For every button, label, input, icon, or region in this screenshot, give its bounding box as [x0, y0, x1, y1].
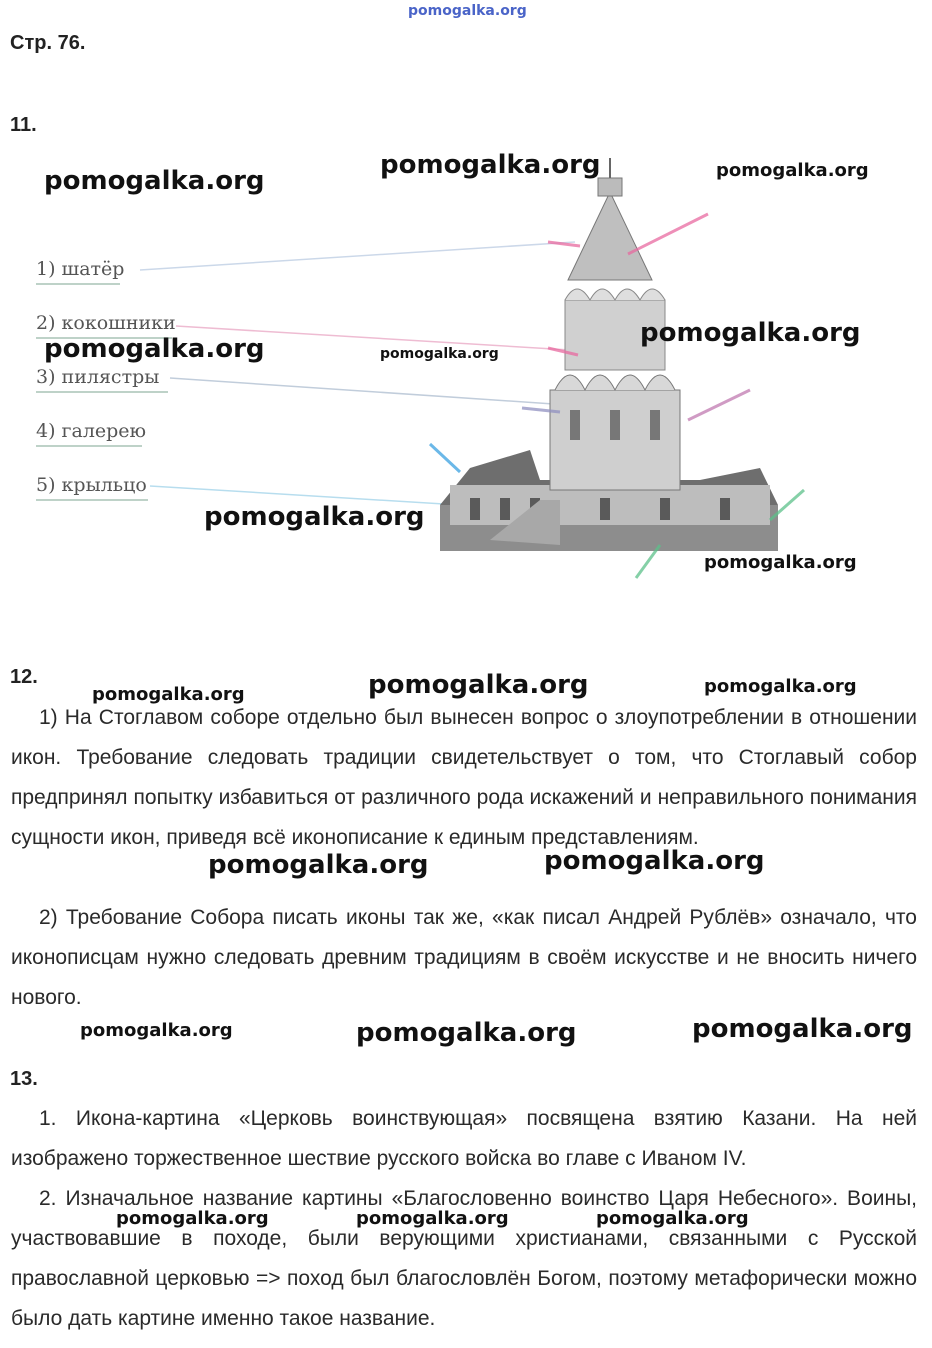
- watermark: pomogalka.org: [640, 318, 861, 348]
- label-shatyor: 1) шатёр: [36, 258, 125, 280]
- watermark: pomogalka.org: [704, 676, 857, 697]
- watermark: pomogalka.org: [44, 166, 265, 196]
- label-krylco: 5) крыльцо: [36, 474, 147, 496]
- q12-paragraph-1: 1) На Стоглавом соборе отдельно был вынесен вопрос о злоупотреблении в отношении икон. Требование следовать традиции свидетельствует о том, что Стоглавый собор предпринял попытку избавиться от различного рода искажений и неправильного понимания сущности икон, приведя всё иконописание к единым представлениям.: [11, 706, 917, 849]
- watermark: pomogalka.org: [116, 1208, 269, 1229]
- page-label: Стр. 76.: [10, 32, 86, 54]
- q12-paragraph-2: 2) Требование Собора писать иконы так же, «как писал Андрей Рублёв» означало, что иконописцам нужно следовать древним традициям в своём искусстве и не вносить ничего нового.: [11, 906, 917, 1009]
- label-kokoshniki: 2) кокошники: [36, 312, 176, 334]
- q13-paragraph-1: 1. Икона-картина «Церковь воинствующая» посвящена взятию Казани. На ней изображено торжественное шествие русского войска во главе с Иваном IV.: [11, 1107, 917, 1170]
- watermark: pomogalka.org: [204, 502, 425, 532]
- watermark: pomogalka.org: [716, 160, 869, 181]
- watermark: pomogalka.org: [692, 1014, 913, 1044]
- watermark: pomogalka.org: [704, 552, 857, 573]
- watermark: pomogalka.org: [380, 346, 499, 362]
- header-watermark: pomogalka.org: [408, 3, 527, 19]
- watermark: pomogalka.org: [544, 846, 765, 876]
- q13-paragraph-2: 2. Изначальное название картины «Благословенно воинство Царя Небесного». Воины, участвовавшие в походе, были верующими христианами, связанными с Русской православной церковью => поход был благословлён Богом, поэтому метафорически можно было дать картине именно такое название.: [11, 1187, 917, 1330]
- question-13-number: 13.: [10, 1068, 38, 1090]
- label-galereyu: 4) галерею: [36, 420, 147, 442]
- question-12-number: 12.: [10, 666, 38, 688]
- church-illustration: [0, 150, 932, 600]
- watermark: pomogalka.org: [208, 850, 429, 880]
- watermark: pomogalka.org: [380, 150, 601, 180]
- watermark: pomogalka.org: [596, 1208, 749, 1229]
- label-pilyastry: 3) пилястры: [36, 366, 160, 388]
- watermark: pomogalka.org: [368, 670, 589, 700]
- watermark: pomogalka.org: [80, 1020, 233, 1041]
- watermark: pomogalka.org: [356, 1208, 509, 1229]
- question-11-number: 11.: [10, 114, 37, 136]
- watermark: pomogalka.org: [44, 334, 265, 364]
- watermark: pomogalka.org: [356, 1018, 577, 1048]
- watermark: pomogalka.org: [92, 684, 245, 705]
